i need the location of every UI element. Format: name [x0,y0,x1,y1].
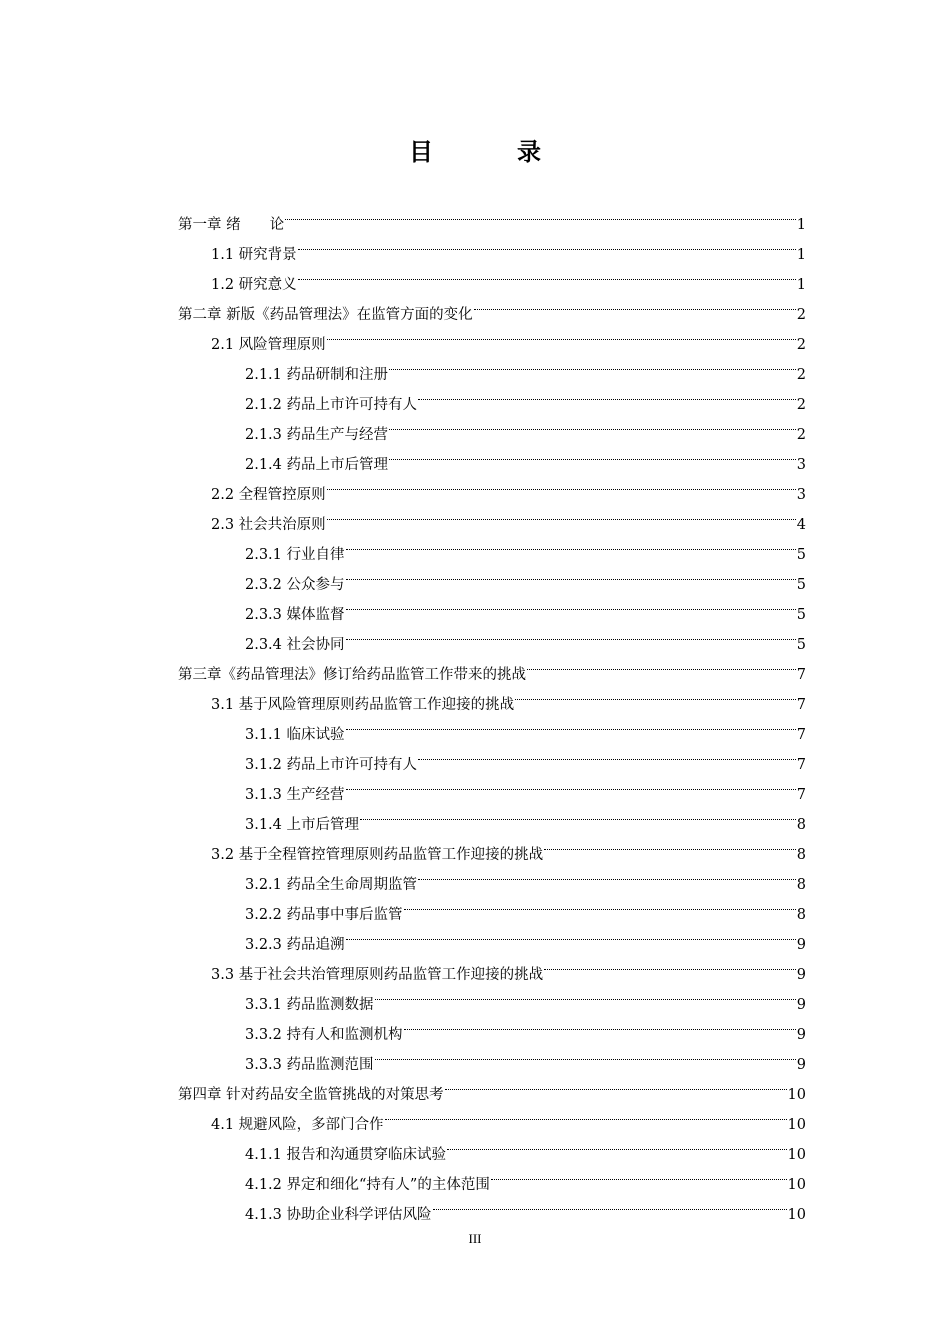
toc-dot-leader [375,979,796,1009]
toc-entry-title: 2.1 风险管理原则 [211,337,326,353]
toc-entry-level-1[interactable] [178,199,806,233]
toc-dot-leader [404,1009,796,1039]
toc-entry-title: 2.1.3 药品生产与经营 [245,427,389,443]
toc-entry-title: 2.3 社会共治原则 [211,517,326,533]
toc-entry-title: 第四章 针对药品安全监管挑战的对策思考 [178,1087,444,1103]
toc-dot-leader [418,739,796,769]
toc-entry-title: 3.1.3 生产经营 [245,787,345,803]
toc-dot-leader [544,949,796,979]
toc-entry-title: 1.2 研究意义 [211,277,297,293]
toc-entry-title: 3.3 基于社会共治管理原则药品监管工作迎接的挑战 [211,967,544,983]
toc-entry-page-number: 10 [787,1117,806,1133]
toc-dot-leader [346,619,796,649]
toc-entry-page-number: 1 [796,247,806,263]
toc-dot-leader [327,499,796,529]
toc-dot-leader [491,1159,787,1189]
toc-entry-page-number: 8 [796,907,806,923]
toc-dot-leader [346,529,796,559]
toc-entry-page-number: 9 [796,1057,806,1073]
toc-entry-page-number: 7 [796,757,806,773]
toc-dot-leader [346,919,796,949]
toc-entry-page-number: 2 [796,307,806,323]
toc-entry-title: 第三章《药品管理法》修订给药品监管工作带来的挑战 [178,667,526,683]
toc-entry-title: 2.1.2 药品上市许可持有人 [245,397,418,413]
toc-entry-title: 3.1.2 药品上市许可持有人 [245,757,418,773]
toc-dot-leader [327,319,796,349]
toc-entry-title: 3.1.4 上市后管理 [245,817,360,833]
toc-dot-leader [346,709,796,739]
toc-entry-title: 3.2.3 药品追溯 [245,937,345,953]
toc-dot-leader [327,469,796,499]
toc-entry-page-number: 7 [796,697,806,713]
toc-entry-page-number: 1 [796,217,806,233]
toc-entry-title: 3.1 基于风险管理原则药品监管工作迎接的挑战 [211,697,515,713]
toc-entry-title: 1.1 研究背景 [211,247,297,263]
toc-entry-title: 2.3.1 行业自律 [245,547,345,563]
toc-entry-page-number: 10 [787,1147,806,1163]
toc-entry-page-number: 8 [796,847,806,863]
toc-dot-leader [346,769,796,799]
toc-entry-title: 第二章 新版《药品管理法》在监管方面的变化 [178,307,473,323]
toc-entry-title: 2.3.4 社会协同 [245,637,345,653]
toc-entry-page-number: 10 [787,1207,806,1223]
toc-entry-page-number: 7 [796,727,806,743]
toc-entry-page-number: 3 [796,457,806,473]
toc-entry-title: 4.1 规避风险，多部门合作 [211,1117,384,1133]
toc-dot-leader [285,199,796,229]
toc-entry-page-number: 7 [796,787,806,803]
toc-dot-leader [418,379,796,409]
toc-entry-page-number: 9 [796,997,806,1013]
toc-entry-page-number: 2 [796,337,806,353]
toc-dot-leader [346,589,796,619]
toc-entry-page-number: 2 [796,367,806,383]
toc-entry-page-number: 1 [796,277,806,293]
toc-entry-page-number: 9 [796,1027,806,1043]
toc-entry-page-number: 2 [796,397,806,413]
toc-entry-page-number: 8 [796,877,806,893]
toc-entry-page-number: 3 [796,487,806,503]
toc-dot-leader [360,799,796,829]
toc-entry-title: 2.3.3 媒体监督 [245,607,345,623]
toc-dot-leader [433,1189,787,1219]
toc-entry-page-number: 10 [787,1177,806,1193]
toc-dot-leader [447,1129,787,1159]
toc-dot-leader [527,649,796,679]
toc-title: 目 录 [409,138,571,166]
toc-dot-leader [298,259,796,289]
toc-entry-page-number: 5 [796,607,806,623]
toc-entry-title: 4.1.2 界定和细化“持有人”的主体范围 [245,1177,490,1193]
toc-entry-title: 3.2 基于全程管控管理原则药品监管工作迎接的挑战 [211,847,544,863]
toc-entry-title: 3.2.2 药品事中事后监管 [245,907,403,923]
toc-entry-page-number: 9 [796,967,806,983]
toc-entry-page-number: 9 [796,937,806,953]
page-number-footer: III [468,1231,482,1246]
toc-dot-leader [515,679,796,709]
toc-entry-title: 2.1.1 药品研制和注册 [245,367,389,383]
toc-dot-leader [389,349,796,379]
toc-entry-title: 3.1.1 临床试验 [245,727,345,743]
toc-dot-leader [298,229,796,259]
toc-entry-title: 3.3.1 药品监测数据 [245,997,374,1013]
toc-entry-page-number: 4 [796,517,806,533]
toc-entry-title: 3.3.3 药品监测范围 [245,1057,374,1073]
toc-entry-title: 第一章 绪 论 [178,217,285,233]
toc-dot-leader [389,409,796,439]
toc-dot-leader [445,1069,787,1099]
toc-entry-page-number: 10 [787,1087,806,1103]
toc-entry-page-number: 5 [796,577,806,593]
toc-entry-title: 3.3.2 持有人和监测机构 [245,1027,403,1043]
toc-dot-leader [389,439,796,469]
toc-entry-page-number: 7 [796,667,806,683]
toc-entry-page-number: 2 [796,427,806,443]
toc-dot-leader [544,829,796,859]
toc-dot-leader [474,289,796,319]
toc-entry-page-number: 5 [796,547,806,563]
toc-dot-leader [418,859,796,889]
toc-dot-leader [375,1039,796,1069]
toc-entry-title: 4.1.1 报告和沟通贯穿临床试验 [245,1147,447,1163]
toc-dot-leader [404,889,796,919]
toc-entry-title: 2.2 全程管控原则 [211,487,326,503]
toc-dot-leader [346,559,796,589]
toc-entry-title: 4.1.3 协助企业科学评估风险 [245,1207,432,1223]
toc-entry-title: 3.2.1 药品全生命周期监管 [245,877,418,893]
toc-entry-page-number: 5 [796,637,806,653]
table-of-contents [178,199,806,1223]
toc-entry-title: 2.1.4 药品上市后管理 [245,457,389,473]
toc-entry-title: 2.3.2 公众参与 [245,577,345,593]
toc-entry-page-number: 8 [796,817,806,833]
toc-dot-leader [385,1099,787,1129]
